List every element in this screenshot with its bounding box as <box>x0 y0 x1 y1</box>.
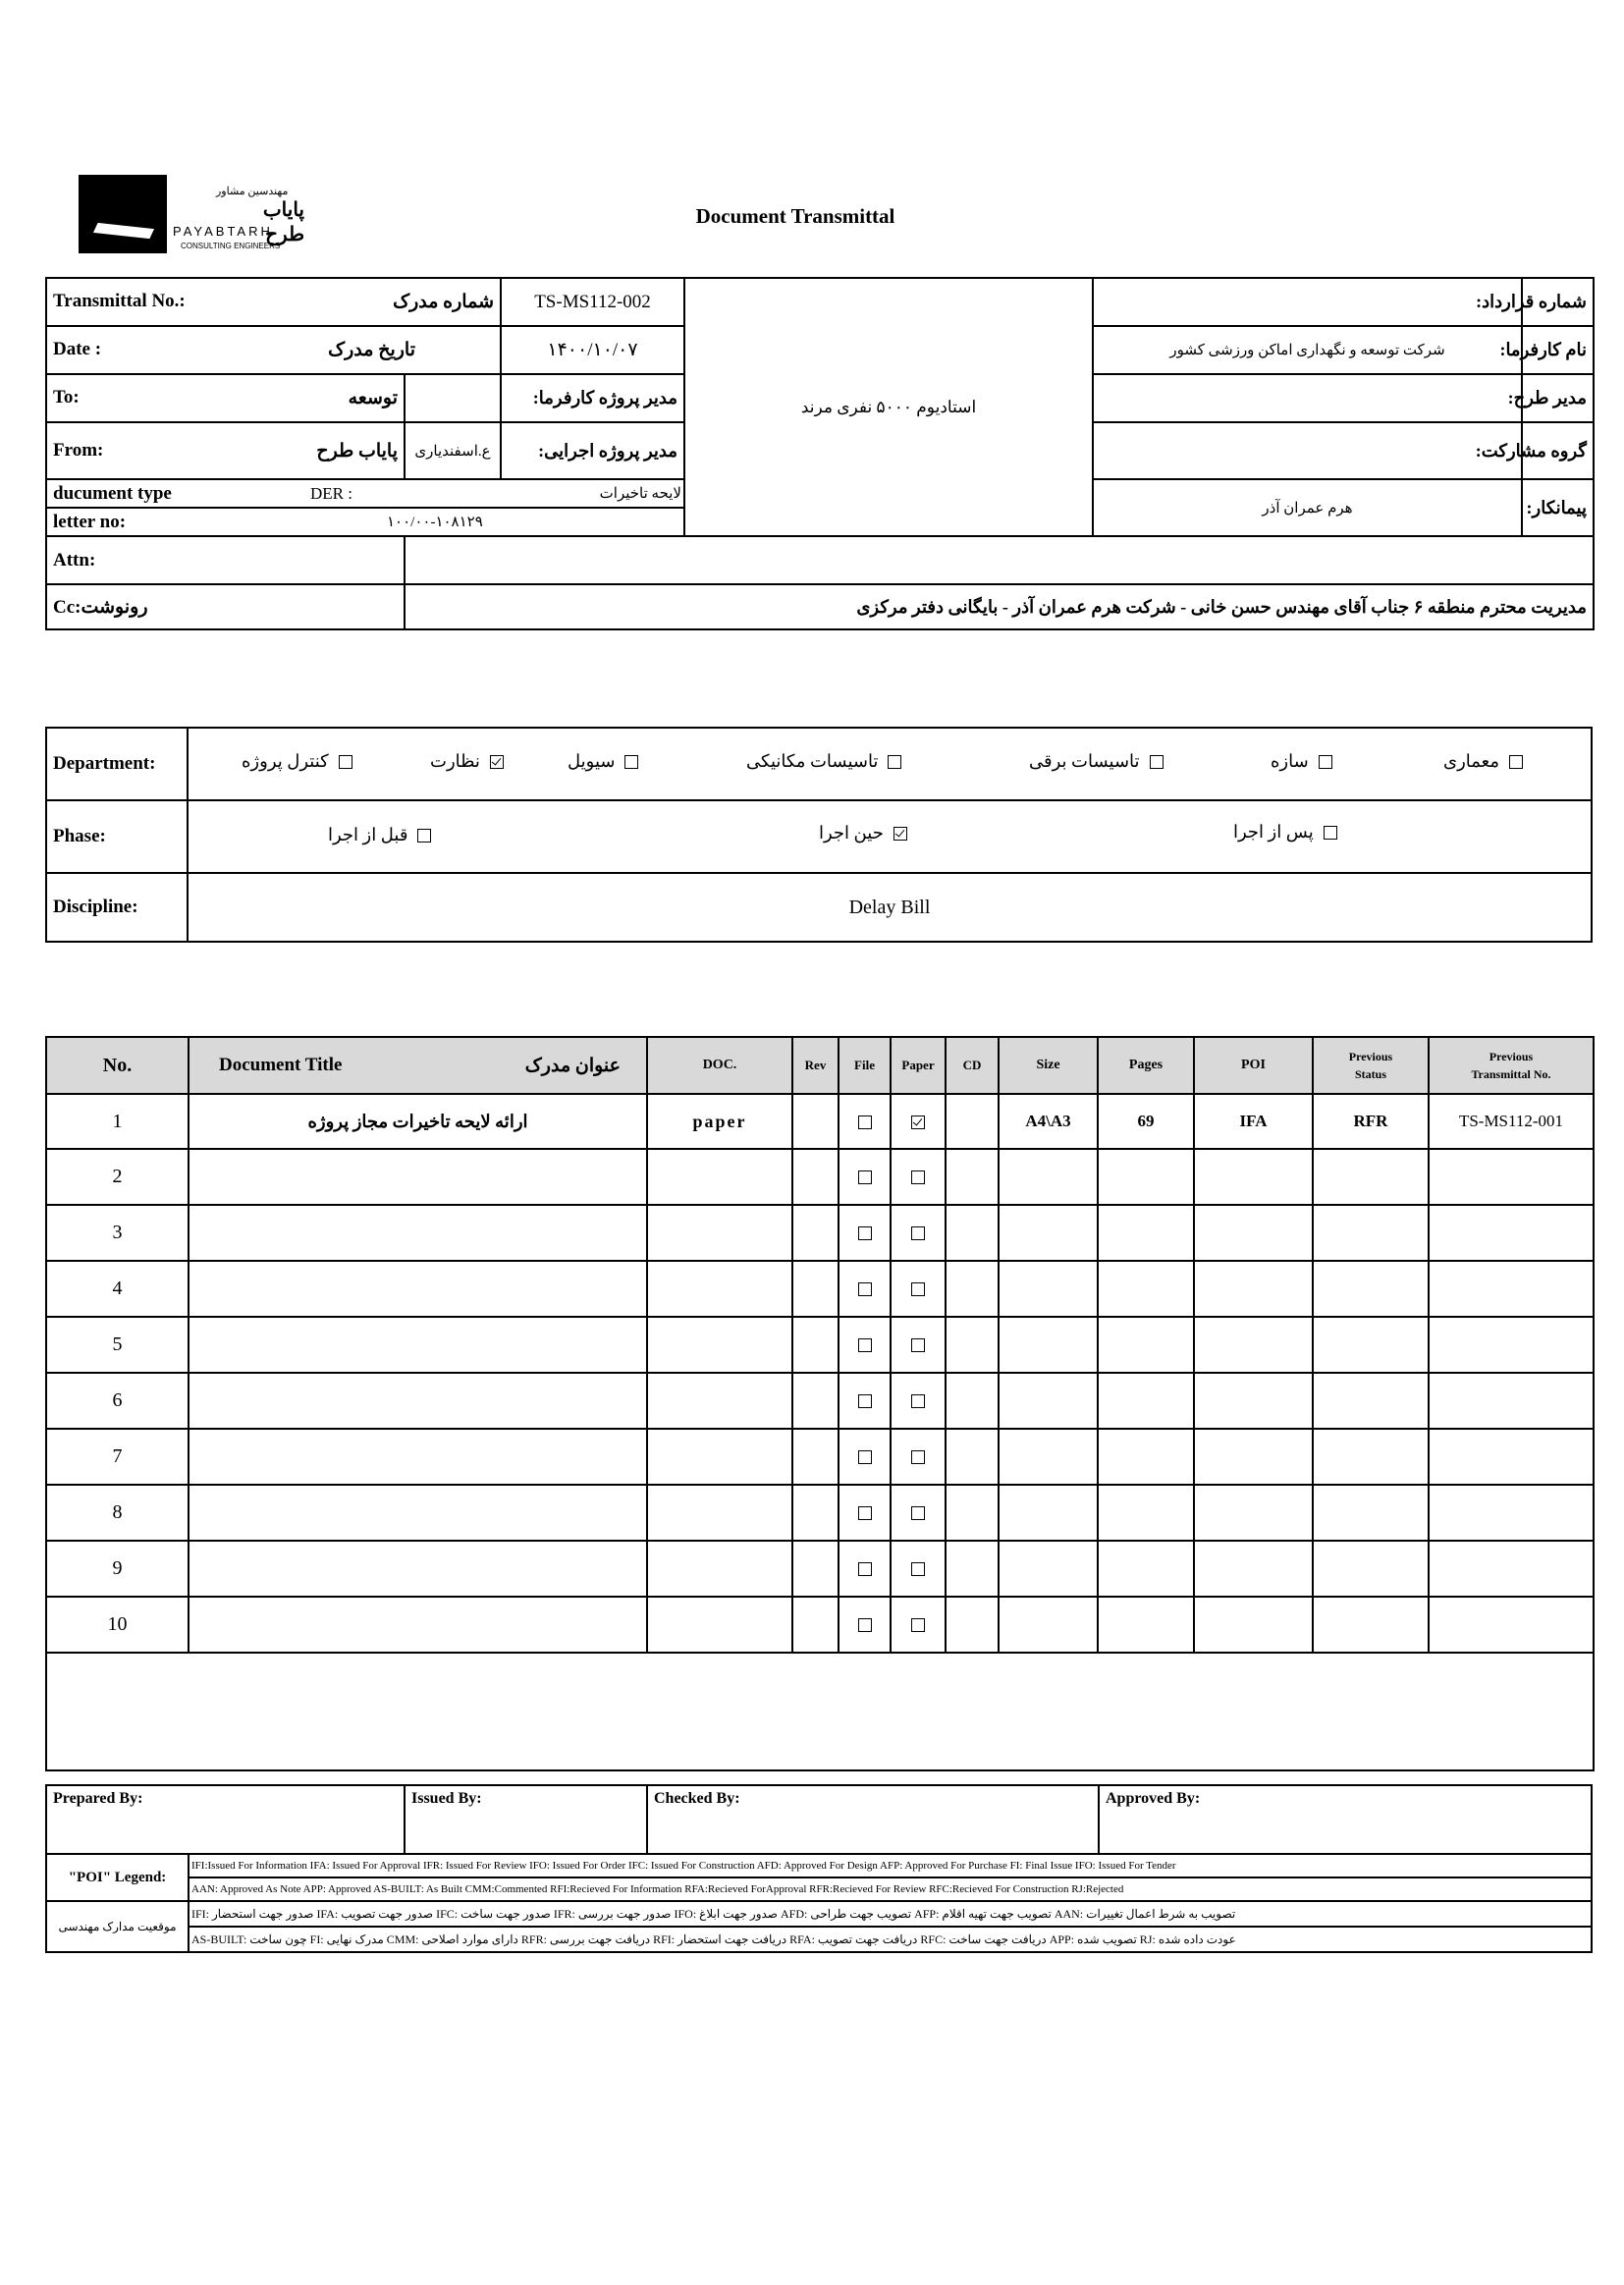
col-rev: Rev <box>792 1037 839 1094</box>
row-poi <box>1194 1429 1313 1485</box>
poi-legend-line2: AAN: Approved As Note APP: Approved AS-BUILT: As Built CMM:Commented RFI:Recieved For Information RFA:Recieved ForApproval RFR:Recieved For Review RFC:Recieved For Construction RJ:Rejected <box>189 1877 1592 1901</box>
row-pages <box>1098 1597 1194 1653</box>
checkbox-checked-icon[interactable] <box>911 1115 925 1129</box>
checkbox-icon[interactable] <box>624 755 638 769</box>
row-file <box>839 1485 891 1541</box>
date-value: ۱۴۰۰/۱۰/۰۷ <box>501 326 684 374</box>
logo-en-sub: CONSULTING ENGINEERS <box>181 242 281 250</box>
row-pages: 69 <box>1098 1094 1194 1149</box>
row-size: A4\A3 <box>999 1094 1098 1149</box>
col-file: File <box>839 1037 891 1094</box>
row-poi <box>1194 1205 1313 1261</box>
row-rev <box>792 1094 839 1149</box>
contractor-label: پیمانکار: <box>1522 479 1594 536</box>
row-poi <box>1194 1149 1313 1205</box>
row-pages <box>1098 1485 1194 1541</box>
row-title <box>189 1261 647 1317</box>
row-title <box>189 1541 647 1597</box>
row-paper <box>891 1429 946 1485</box>
checkbox-icon[interactable] <box>339 755 352 769</box>
dept-label: معماری <box>1443 751 1499 771</box>
checkbox-icon[interactable] <box>858 1282 872 1296</box>
row-size <box>999 1429 1098 1485</box>
signature-table <box>45 1784 1593 1855</box>
phase-label-text: حین اجرا <box>819 823 884 843</box>
row-rev <box>792 1485 839 1541</box>
company-logo <box>79 175 304 255</box>
table-row <box>46 1261 1594 1317</box>
row-size <box>999 1597 1098 1653</box>
row-title <box>189 1597 647 1653</box>
client-label: نام کارفرما: <box>1522 326 1594 374</box>
date-label: Date : <box>53 339 102 359</box>
col-poi: POI <box>1194 1037 1313 1094</box>
checkbox-icon[interactable] <box>888 755 901 769</box>
row-rev <box>792 1373 839 1429</box>
doc-type-code: DER : <box>310 483 352 503</box>
col-no: No. <box>46 1037 189 1094</box>
dept-option-supervision[interactable] <box>430 751 504 772</box>
table-row <box>46 1597 1594 1653</box>
row-cd <box>946 1597 999 1653</box>
doc-type-label: ducument type <box>53 482 172 504</box>
checkbox-checked-icon[interactable] <box>490 755 504 769</box>
checkbox-icon[interactable] <box>911 1450 925 1464</box>
table-row <box>46 1205 1594 1261</box>
row-title <box>189 1317 647 1373</box>
fa-legend-line1: IFI: صدور جهت استحضار IFA: صدور جهت تصویب IFC: صدور جهت ساخت IFR: صدور جهت بررسی IFO: صدور جهت ابلاغ AFD: تصویب جهت طراحی AFP: تصویب جهت تهیه اقلام AAN: تصویب به شرط اعمال تغییرات <box>189 1901 1592 1927</box>
row-paper <box>891 1373 946 1429</box>
row-no: 6 <box>46 1373 189 1429</box>
col-prev-trans <box>1429 1037 1594 1094</box>
row-paper <box>891 1597 946 1653</box>
row-cd <box>946 1541 999 1597</box>
table-row <box>46 1094 1594 1149</box>
client-pm-label: مدیر پروژه کارفرما: <box>501 374 684 422</box>
designer-label: مدیر طرح: <box>1522 374 1594 422</box>
row-pages <box>1098 1541 1194 1597</box>
row-paper <box>891 1317 946 1373</box>
dept-label: نظارت <box>430 751 480 771</box>
table-row <box>46 1429 1594 1485</box>
document-rows <box>46 1094 1594 1653</box>
phase-label-text: قبل از اجرا <box>328 825 408 844</box>
row-pages <box>1098 1149 1194 1205</box>
checkbox-icon[interactable] <box>858 1170 872 1184</box>
transmittal-no-value: TS-MS112-002 <box>501 278 684 326</box>
department-label: Department: <box>46 728 188 800</box>
table-row <box>46 1149 1594 1205</box>
checkbox-icon[interactable] <box>911 1170 925 1184</box>
to-label: To: <box>53 387 80 408</box>
row-poi <box>1194 1317 1313 1373</box>
row-file <box>839 1317 891 1373</box>
project-name: استادیوم ۵۰۰۰ نفری مرند <box>684 278 1093 536</box>
row-cd <box>946 1261 999 1317</box>
transmittal-no-label: Transmittal No.: <box>53 291 186 311</box>
col-pages: Pages <box>1098 1037 1194 1094</box>
dept-label: تاسیسات برقی <box>1029 751 1140 771</box>
dept-label: تاسیسات مکانیکی <box>746 751 879 771</box>
to-value: توسعه <box>348 388 398 408</box>
row-cd <box>946 1149 999 1205</box>
dept-label: کنترل پروژه <box>242 751 329 771</box>
row-file <box>839 1149 891 1205</box>
checkbox-icon[interactable] <box>858 1506 872 1520</box>
col-prev-trans-2: Transmittal No. <box>1471 1067 1551 1081</box>
attn-value <box>405 536 1594 584</box>
contract-no-label: شماره قرارداد: <box>1522 278 1594 326</box>
approved-by: Approved By: <box>1099 1785 1592 1854</box>
row-cd <box>946 1373 999 1429</box>
dept-option-structure[interactable] <box>1271 751 1332 772</box>
row-prev-trans <box>1429 1429 1594 1485</box>
col-size: Size <box>999 1037 1098 1094</box>
row-cd <box>946 1205 999 1261</box>
row-size <box>999 1485 1098 1541</box>
row-size <box>999 1149 1098 1205</box>
row-prev-status <box>1313 1541 1429 1597</box>
dept-option-project-control[interactable] <box>242 751 352 772</box>
row-prev-status <box>1313 1485 1429 1541</box>
poi-legend-label: "POI" Legend: <box>46 1854 189 1901</box>
documents-spacer <box>46 1653 1594 1770</box>
dept-option-architecture[interactable] <box>1443 751 1523 772</box>
row-poi <box>1194 1373 1313 1429</box>
page-title: Document Transmittal <box>695 204 895 228</box>
row-prev-status <box>1313 1317 1429 1373</box>
dept-label: سازه <box>1271 751 1309 771</box>
col-title-en: Document Title <box>219 1054 343 1075</box>
client-value: شرکت توسعه و نگهداری اماکن ورزشی کشور <box>1093 326 1522 374</box>
table-row <box>46 1485 1594 1541</box>
row-paper <box>891 1094 946 1149</box>
row-rev <box>792 1261 839 1317</box>
transmittal-info-table <box>45 277 1595 630</box>
contract-no-value <box>1093 278 1522 326</box>
documents-table <box>45 1036 1595 1771</box>
row-title <box>189 1429 647 1485</box>
checkbox-icon[interactable] <box>858 1115 872 1129</box>
cc-value: مدیریت محترم منطقه ۶ جناب آقای مهندس حسن خانی - شرکت هرم عمران آذر - بایگانی دفتر مرکزی <box>405 584 1594 629</box>
row-title <box>189 1373 647 1429</box>
row-title <box>189 1485 647 1541</box>
row-pages <box>1098 1261 1194 1317</box>
logo-fa-small: مهندسین مشاور <box>216 186 289 197</box>
row-size <box>999 1541 1098 1597</box>
col-prev-status-1: Previous <box>1348 1050 1393 1063</box>
row-rev <box>792 1317 839 1373</box>
row-file <box>839 1094 891 1149</box>
row-paper <box>891 1541 946 1597</box>
row-doc <box>647 1429 792 1485</box>
from-label: From: <box>53 439 104 461</box>
col-prev-trans-1: Previous <box>1489 1050 1534 1063</box>
row-prev-trans <box>1429 1485 1594 1541</box>
to-cell <box>46 374 405 422</box>
attn-label: Attn: <box>46 536 405 584</box>
phase-option-before[interactable] <box>328 825 431 845</box>
exec-pm-label: مدیر پروژه اجرایی: <box>501 422 684 479</box>
discipline-label: Discipline: <box>46 873 188 942</box>
row-no: 5 <box>46 1317 189 1373</box>
row-paper <box>891 1149 946 1205</box>
col-title-fa: عنوان مدرک <box>524 1055 621 1076</box>
row-no: 10 <box>46 1597 189 1653</box>
row-doc <box>647 1317 792 1373</box>
legend-table <box>45 1853 1593 1953</box>
row-title: ارائه لایحه تاخیرات مجاز پروژه <box>189 1094 647 1149</box>
row-prev-status <box>1313 1261 1429 1317</box>
row-cd <box>946 1485 999 1541</box>
row-no: 4 <box>46 1261 189 1317</box>
row-prev-trans <box>1429 1261 1594 1317</box>
row-doc <box>647 1261 792 1317</box>
checkbox-icon[interactable] <box>1324 826 1337 840</box>
row-file <box>839 1429 891 1485</box>
from-cell <box>46 422 405 479</box>
row-doc <box>647 1373 792 1429</box>
dept-option-civil[interactable] <box>568 751 638 772</box>
checkbox-icon[interactable] <box>858 1394 872 1408</box>
fa-legend-label: موقعیت مدارک مهندسی <box>46 1901 189 1952</box>
row-doc <box>647 1597 792 1653</box>
date-cell <box>46 326 501 374</box>
row-size <box>999 1261 1098 1317</box>
prepared-by: Prepared By: <box>46 1785 405 1854</box>
exec-pm-value: ع.اسفندیاری <box>405 422 501 479</box>
row-no: 1 <box>46 1094 189 1149</box>
checkbox-icon[interactable] <box>417 829 431 843</box>
row-pages <box>1098 1373 1194 1429</box>
row-rev <box>792 1597 839 1653</box>
row-no: 2 <box>46 1149 189 1205</box>
row-poi <box>1194 1485 1313 1541</box>
row-prev-trans <box>1429 1317 1594 1373</box>
doc-type-fa: لایحه تاخیرات <box>599 486 681 502</box>
consortium-value <box>1093 422 1522 479</box>
row-prev-trans: TS-MS112-001 <box>1429 1094 1594 1149</box>
row-poi <box>1194 1541 1313 1597</box>
checkbox-icon[interactable] <box>858 1618 872 1632</box>
row-title <box>189 1205 647 1261</box>
row-poi <box>1194 1261 1313 1317</box>
row-rev <box>792 1541 839 1597</box>
row-prev-trans <box>1429 1541 1594 1597</box>
row-doc <box>647 1485 792 1541</box>
col-cd: CD <box>946 1037 999 1094</box>
row-file <box>839 1541 891 1597</box>
row-doc <box>647 1149 792 1205</box>
table-row <box>46 1373 1594 1429</box>
row-pages <box>1098 1429 1194 1485</box>
logo-mark-icon <box>79 175 167 253</box>
from-value: پایاب طرح <box>316 440 398 462</box>
row-rev <box>792 1149 839 1205</box>
col-prev-status-2: Status <box>1354 1067 1386 1081</box>
row-rev <box>792 1429 839 1485</box>
checkbox-icon[interactable] <box>911 1562 925 1576</box>
cc-label: Cc:رونوشت <box>46 584 405 629</box>
row-size <box>999 1205 1098 1261</box>
row-paper <box>891 1261 946 1317</box>
row-file <box>839 1597 891 1653</box>
row-pages <box>1098 1205 1194 1261</box>
row-doc <box>647 1541 792 1597</box>
client-pm-value <box>405 374 501 422</box>
row-prev-trans <box>1429 1373 1594 1429</box>
dept-option-electrical[interactable] <box>1029 751 1164 772</box>
phase-label-text: پس از اجرا <box>1233 822 1314 842</box>
row-no: 7 <box>46 1429 189 1485</box>
row-prev-trans <box>1429 1205 1594 1261</box>
row-no: 3 <box>46 1205 189 1261</box>
col-paper: Paper <box>891 1037 946 1094</box>
row-file <box>839 1205 891 1261</box>
dept-label: سیویل <box>568 751 616 771</box>
poi-legend-line1: IFI:Issued For Information IFA: Issued For Approval IFR: Issued For Review IFO: Issued For Order IFC: Issued For Construction AFD: Approved For Design AFP: Approved For Purchase FI: Final Issue IFO: Issued For Tender <box>189 1854 1592 1877</box>
checkbox-icon[interactable] <box>1319 755 1332 769</box>
checkbox-checked-icon[interactable] <box>893 827 907 841</box>
table-row <box>46 1541 1594 1597</box>
row-title <box>189 1149 647 1205</box>
phase-option-after[interactable] <box>1233 822 1337 843</box>
row-cd <box>946 1094 999 1149</box>
row-pages <box>1098 1317 1194 1373</box>
checkbox-icon[interactable] <box>1150 755 1164 769</box>
col-doc: DOC. <box>647 1037 792 1094</box>
row-prev-status <box>1313 1597 1429 1653</box>
logo-fa-name: پایاب طرح <box>262 199 304 245</box>
row-prev-status <box>1313 1373 1429 1429</box>
row-prev-trans <box>1429 1149 1594 1205</box>
issued-by: Issued By: <box>405 1785 647 1854</box>
col-prev-status <box>1313 1037 1429 1094</box>
fa-legend-line2: AS-BUILT: چون ساخت FI: مدرک نهایی CMM: دارای موارد اصلاحی RFR: دریافت جهت بررسی RFI: دریافت جهت استحضار RFA: دریافت جهت تصویب RFC: دریافت جهت ساخت APP: تصویب شده RJ: عودت داده شده <box>189 1927 1592 1952</box>
row-prev-status <box>1313 1205 1429 1261</box>
checkbox-icon[interactable] <box>858 1226 872 1240</box>
designer-value <box>1093 374 1522 422</box>
col-title <box>189 1037 647 1094</box>
checkbox-icon[interactable] <box>911 1226 925 1240</box>
row-poi <box>1194 1597 1313 1653</box>
checkbox-icon[interactable] <box>911 1394 925 1408</box>
dept-option-mechanical[interactable] <box>746 751 901 772</box>
logo-en-name: PAYABTARH <box>173 224 273 239</box>
row-doc <box>647 1205 792 1261</box>
checkbox-icon[interactable] <box>911 1618 925 1632</box>
checkbox-icon[interactable] <box>911 1282 925 1296</box>
checkbox-icon[interactable] <box>858 1450 872 1464</box>
row-cd <box>946 1429 999 1485</box>
row-doc: paper <box>647 1094 792 1149</box>
row-file <box>839 1373 891 1429</box>
row-poi: IFA <box>1194 1094 1313 1149</box>
doc-type-cell <box>46 479 684 536</box>
contractor-value: هرم عمران آذر <box>1093 479 1522 536</box>
row-size <box>999 1373 1098 1429</box>
phase-option-during[interactable] <box>819 823 907 843</box>
checkbox-icon[interactable] <box>858 1562 872 1576</box>
checkbox-icon[interactable] <box>911 1338 925 1352</box>
checkbox-icon[interactable] <box>1509 755 1523 769</box>
letter-no-value: ۱۰۰/۰۰-۱۰۸۱۲۹ <box>387 515 483 530</box>
row-file <box>839 1261 891 1317</box>
row-prev-status <box>1313 1429 1429 1485</box>
transmittal-no-fa-label: شماره مدرک <box>393 292 494 312</box>
row-prev-trans <box>1429 1597 1594 1653</box>
row-cd <box>946 1317 999 1373</box>
row-no: 8 <box>46 1485 189 1541</box>
row-paper <box>891 1205 946 1261</box>
row-size <box>999 1317 1098 1373</box>
checked-by: Checked By: <box>647 1785 1099 1854</box>
row-no: 9 <box>46 1541 189 1597</box>
phase-label: Phase: <box>46 800 188 873</box>
transmittal-no-cell <box>46 278 501 326</box>
row-prev-status: RFR <box>1313 1094 1429 1149</box>
table-row <box>46 1317 1594 1373</box>
row-rev <box>792 1205 839 1261</box>
row-prev-status <box>1313 1149 1429 1205</box>
checkbox-icon[interactable] <box>858 1338 872 1352</box>
date-fa-label: تاریخ مدرک <box>328 340 415 360</box>
discipline-value: Delay Bill <box>188 873 1592 942</box>
checkbox-icon[interactable] <box>911 1506 925 1520</box>
consortium-label: گروه مشارکت: <box>1522 422 1594 479</box>
row-paper <box>891 1485 946 1541</box>
letter-no-label: letter no: <box>53 511 127 532</box>
